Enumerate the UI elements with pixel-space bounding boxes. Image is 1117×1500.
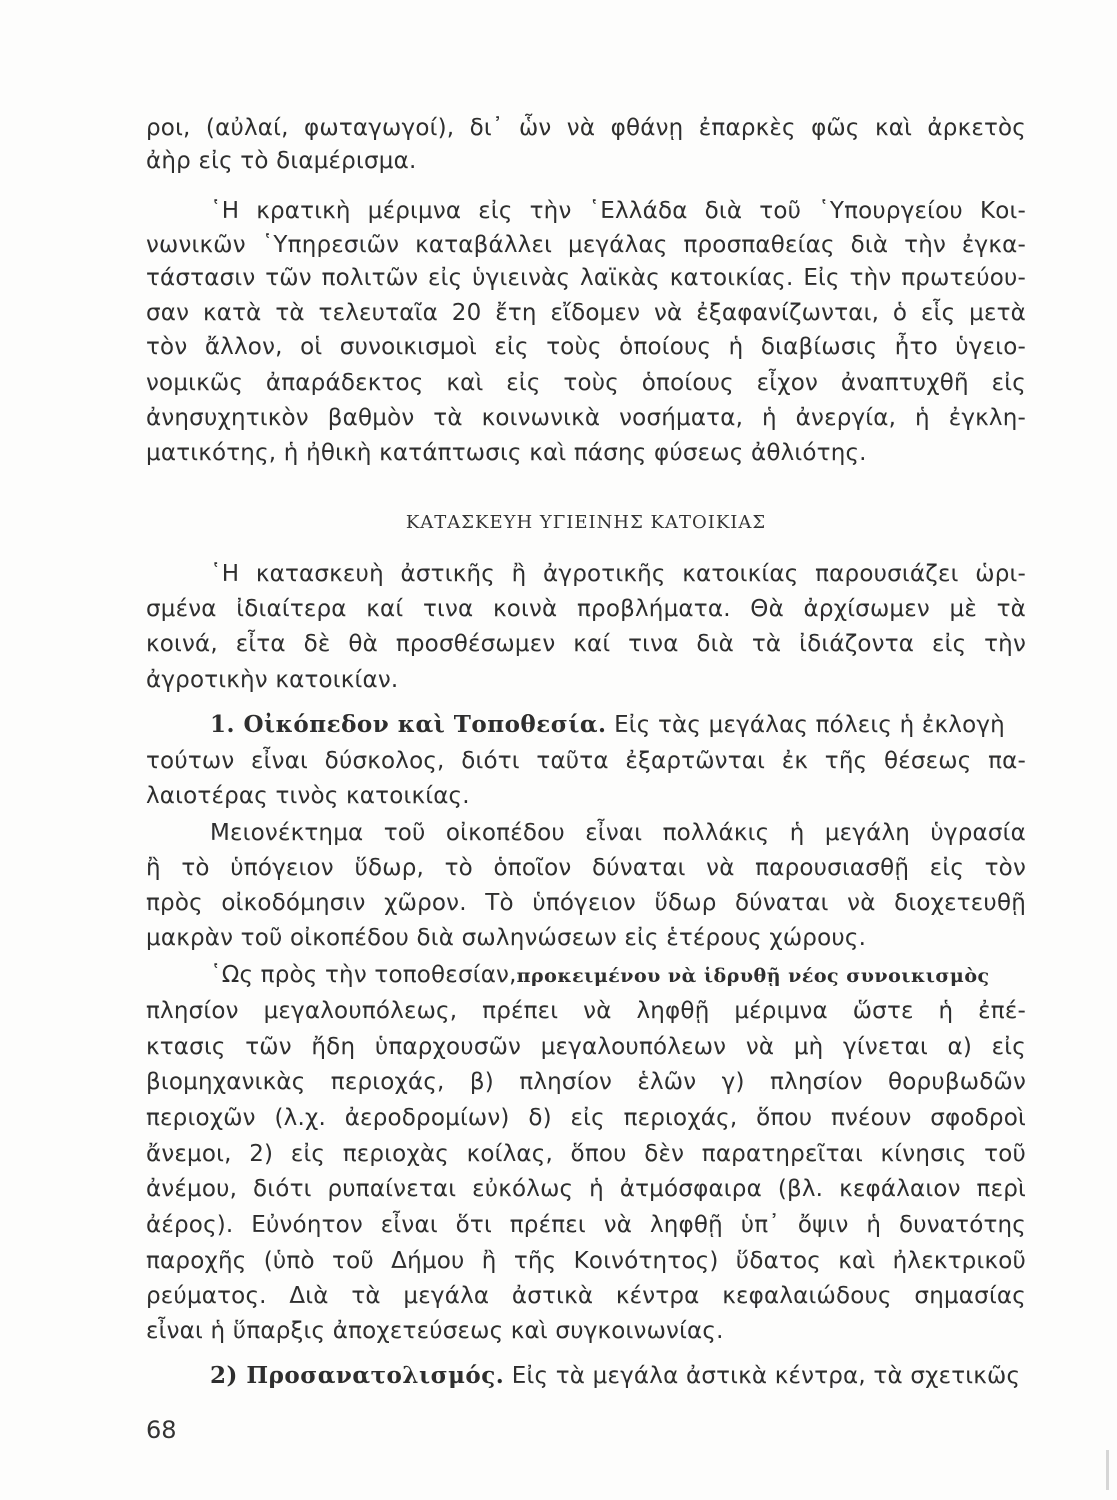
text-line: ἄνεμοι, 2) εἰς περιοχὰς κοίλας, ὅπου δὲν παρατηρεῖται κίνησις τοῦ [146,1141,1026,1167]
text-line: ρεύματος. Διὰ τὰ μεγάλα ἀστικὰ κέντρα κεφαλαιώδους σημασίας [146,1283,1026,1309]
text-line: ἀέρος). Εὐνόητον εἶναι ὅτι πρέπει νὰ ληφθῇ ὑπ᾽ ὄψιν ἡ δυνατότης [146,1212,1026,1238]
text-line: σαν κατὰ τὰ τελευταῖα 20 ἔτη εἴδομεν νὰ ἐξαφανίζωνται, ὁ εἷς μετὰ [146,300,1026,326]
text-line: ροι, (αὐλαί, φωταγωγοί), δι᾽ ὧν νὰ φθάνῃ ἐπαρκὲς φῶς καὶ ἀρκετὸς [146,115,1026,141]
text-line: ἀνησυχητικὸν βαθμὸν τὰ κοινωνικὰ νοσήματα, ἡ ἀνεργία, ἡ ἐγκλη- [146,405,1026,431]
text-line: κτασις τῶν ἤδη ὑπαρχουσῶν μεγαλουπόλεων νὰ μὴ γίνεται α) εἰς [146,1034,1026,1060]
text-line: παροχῆς (ὑπὸ τοῦ Δήμου ἢ τῆς Κοινότητος) ὕδατος καὶ ἠλεκτρικοῦ [146,1248,1026,1274]
paragraph-3-start: ῾Ως πρὸς τὴν τοποθεσίαν, [210,962,517,988]
text-line: νωνικῶν ῾Υπηρεσιῶν καταβάλλει μεγάλας προσπαθείας διὰ τὴν ἐγκα- [146,232,1026,258]
subsection-2-first-line [210,1360,1026,1392]
text-line: ἀγροτικὴν κατοικίαν. [146,667,399,693]
subsection-2-title: 2) Προσανατολισμός. [210,1362,505,1389]
text-line: βιομηχανικὰς περιοχάς, β) πλησίον ἑλῶν γ) πλησίον θορυβωδῶν [146,1069,1026,1095]
subsection-1-first-line [210,709,1026,741]
subsection-2-text: Εἰς τὰ μεγάλα ἀστικὰ κέντρα, τὰ σχετικῶς [504,1363,1021,1389]
text-line: τὸν ἄλλον, οἱ συνοικισμοὶ εἰς τοὺς ὁποίους ἡ διαβίωσις ἦτο ὑγειο- [146,334,1026,360]
section-heading: ΚΑΤΑΣΚΕΥΗ ΥΓΙΕΙΝΗΣ ΚΑΤΟΙΚΙΑΣ [405,512,767,533]
paragraph-3-first-line [210,959,1026,992]
subsection-1-text: Εἰς τὰς μεγάλας πόλεις ἡ ἐκλογὴ [606,712,1005,738]
text-line: τούτων εἶναι δύσκολος, διότι ταῦτα ἐξαρτῶνται ἐκ τῆς θέσεως πα- [146,748,1026,774]
text-line: Μειονέκτημα τοῦ οἰκοπέδου εἶναι πολλάκις ἡ μεγάλη ὑγρασία [210,820,1026,846]
text-line: μακρὰν τοῦ οἰκοπέδου διὰ σωληνώσεων εἰς ἑτέρους χώρους. [146,925,867,951]
text-line: ῾Η κατασκευὴ ἀστικῆς ἢ ἀγροτικῆς κατοικίας παρουσιάζει ὡρι- [210,561,1026,587]
text-line: εἶναι ἡ ὕπαρξις ἀποχετεύσεως καὶ συγκοινωνίας. [146,1318,724,1344]
text-line: περιοχῶν (λ.χ. ἀεροδρομίων) δ) εἰς περιοχάς, ὅπου πνέουν σφοδροὶ [146,1105,1026,1131]
text-line: πρὸς οἰκοδόμησιν χῶρον. Τὸ ὑπόγειον ὕδωρ δύναται νὰ διοχετευθῇ [146,890,1026,916]
text-line: ἀὴρ εἰς τὸ διαμέρισμα. [146,148,417,174]
paragraph-3-emphasis: προκειμένου νὰ ἱδρυθῇ νέος συνοικισμὸς [516,965,990,987]
scan-edge-mark [1106,1450,1109,1490]
text-line: τάστασιν τῶν πολιτῶν εἰς ὑγιεινὰς λαϊκὰς κατοικίας. Εἰς τὴν πρωτεύου- [146,265,1026,291]
text-line: ἢ τὸ ὑπόγειον ὕδωρ, τὸ ὁποῖον δύναται νὰ παρουσιασθῇ εἰς τὸν [146,855,1026,881]
text-line: πλησίον μεγαλουπόλεως, πρέπει νὰ ληφθῇ μέριμνα ὥστε ἡ ἐπέ- [146,998,1026,1024]
text-line: νομικῶς ἀπαράδεκτος καὶ εἰς τοὺς ὁποίους εἶχον ἀναπτυχθῆ εἰς [146,370,1026,396]
text-line: λαιοτέρας τινὸς κατοικίας. [146,783,470,809]
text-line: ῾Η κρατικὴ μέριμνα εἰς τὴν ῾Ελλάδα διὰ τοῦ ῾Υπουργείου Κοι- [210,198,1026,224]
page-number: 68 [146,1416,177,1444]
text-line: ἀνέμου, διότι ρυπαίνεται εὐκόλως ἡ ἀτμόσφαιρα (βλ. κεφάλαιον περὶ [146,1176,1026,1202]
subsection-1-title: 1. Οἰκόπεδον καὶ Τοποθεσία. [210,711,607,738]
text-line: ματικότης, ἡ ἠθικὴ κατάπτωσις καὶ πάσης φύσεως ἀθλιότης. [146,440,867,466]
text-line: κοινά, εἶτα δὲ θὰ προσθέσωμεν καί τινα διὰ τὰ ἰδιάζοντα εἰς τὴν [146,631,1026,657]
text-line: σμένα ἰδιαίτερα καί τινα κοινὰ προβλήματα. Θὰ ἀρχίσωμεν μὲ τὰ [146,596,1026,622]
